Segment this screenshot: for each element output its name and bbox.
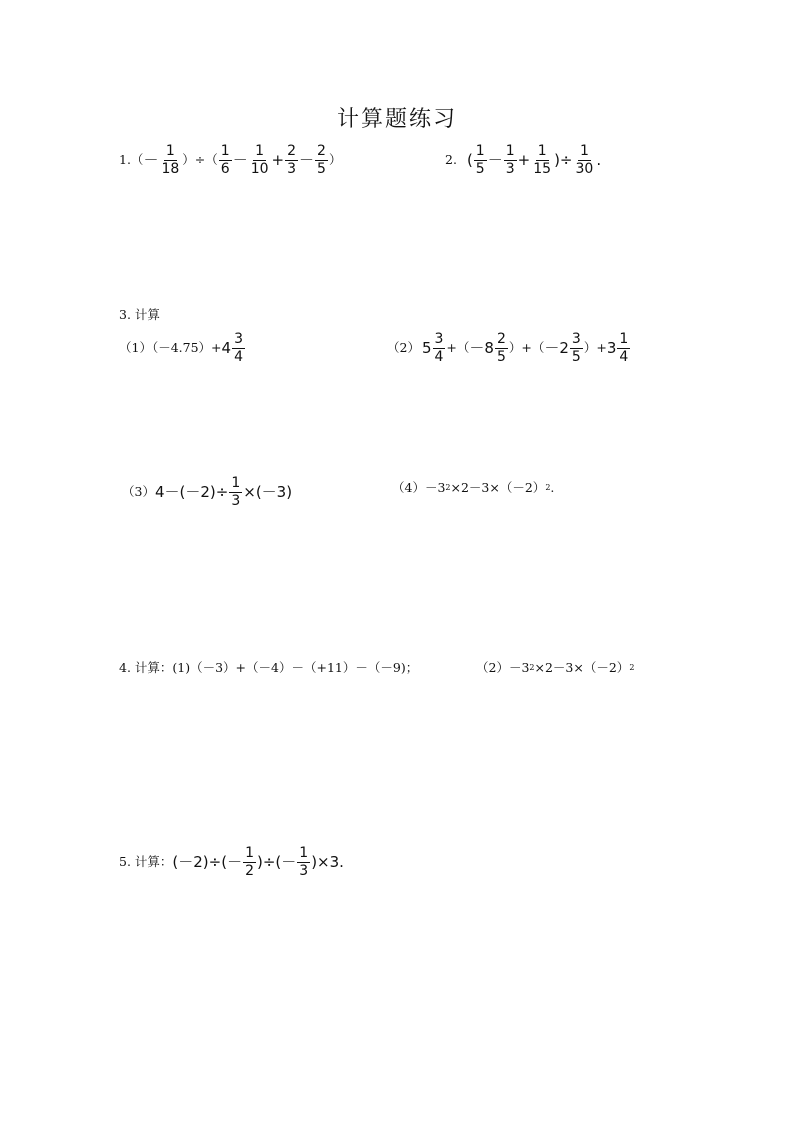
- q3-p2-fraction-4: $\frac{1}{4}$: [619, 331, 629, 365]
- question-3-part-3: [122, 476, 292, 508]
- q1-mid: ）÷（: [182, 151, 218, 167]
- q1-fraction-3: $\frac{1}{10}$: [250, 143, 269, 177]
- q3-p3-post: ×(－3): [243, 482, 293, 501]
- q5-fraction-1: $\frac{1}{2}$: [245, 845, 254, 879]
- q2-lead: 2.: [445, 151, 457, 167]
- q3-p4-mid: ×2－3×（－2）: [450, 480, 546, 495]
- question-4-part-2: [476, 662, 634, 675]
- question-2: [445, 144, 601, 176]
- q3-p2-label: （2）: [387, 339, 420, 355]
- q3-p2-fraction-2: $\frac{2}{5}$: [496, 331, 506, 365]
- q2-op-1: －: [487, 150, 503, 169]
- q1-fraction-4: $\frac{2}{3}$: [287, 143, 297, 177]
- q3-p4-exponent-1: 2: [445, 483, 451, 493]
- q4-part-1: 4. 计算：(1)（－3）+（－4）－（+11）－（－9)；: [119, 660, 419, 675]
- q1-op-3: +: [271, 150, 285, 169]
- q3-header-text: 3. 计算: [119, 307, 160, 322]
- page-title: 计算题练习: [336, 107, 457, 132]
- q4-p2-mid: ×2－3×（－2）: [534, 660, 630, 675]
- q5-post: )×3.: [311, 852, 344, 871]
- q3-p2-fraction-1: $\frac{3}{4}$: [434, 331, 444, 365]
- question-4: [119, 662, 418, 675]
- q3-p2-text-3: ）+: [583, 339, 607, 355]
- q4-p2-exponent-2: 2: [629, 663, 635, 673]
- q3-p3-fraction: $\frac{1}{3}$: [231, 475, 241, 509]
- q2-op-2: +: [517, 150, 531, 169]
- q3-p4-label: （4）－3: [392, 480, 446, 495]
- q2-end: .: [596, 150, 602, 169]
- question-3-part-4: [392, 482, 554, 495]
- q3-p2-whole-4: 3: [606, 338, 617, 357]
- q3-p1-whole: 4: [221, 338, 232, 357]
- q3-p2-fraction-3: $\frac{3}{5}$: [571, 331, 581, 365]
- q2-fraction-2: $\frac{1}{3}$: [505, 143, 515, 177]
- q5-fraction-2: $\frac{1}{3}$: [299, 845, 309, 879]
- q4-p2-text: （2）－3: [476, 660, 530, 675]
- q1-fraction-1: $\frac{1}{18}$: [161, 143, 180, 177]
- q1-end: ）: [328, 151, 342, 167]
- q2-open: (: [466, 150, 473, 169]
- q3-p4-end: .: [550, 480, 555, 495]
- q2-close: )÷: [554, 150, 573, 169]
- q3-p3-label: （3）: [122, 483, 155, 499]
- question-1: [119, 144, 341, 176]
- q2-fraction-1: $\frac{1}{5}$: [475, 143, 485, 177]
- q1-fraction-2: $\frac{1}{6}$: [220, 143, 230, 177]
- q1-op-2: －: [232, 150, 248, 169]
- question-3-header: [119, 309, 160, 322]
- q1-neg: －: [143, 150, 159, 169]
- q3-p1-text: （1）（－4.75）+: [119, 339, 222, 355]
- q5-label: 5. 计算：: [119, 853, 173, 869]
- q3-p2-text-2: ）+（: [508, 339, 545, 355]
- q3-p2-whole-1: 5: [421, 338, 432, 357]
- question-3-part-2: [387, 332, 631, 364]
- q4-p2-exponent-1: 2: [529, 663, 535, 673]
- q3-p2-whole-2: －8: [469, 338, 494, 357]
- question-3-part-1: [119, 332, 246, 364]
- q3-p2-text-1: +（: [446, 339, 470, 355]
- q1-op-4: －: [299, 150, 315, 169]
- q3-p2-whole-3: －2: [544, 338, 569, 357]
- q5-mid: )÷(－: [257, 852, 297, 871]
- q1-lead: 1.（: [119, 151, 144, 167]
- question-5: [119, 846, 344, 878]
- q5-pre: (－2)÷(－: [172, 852, 243, 871]
- q3-p1-fraction: $\frac{3}{4}$: [234, 331, 243, 365]
- q2-fraction-3: $\frac{1}{15}$: [533, 143, 552, 177]
- q3-p4-exponent-2: 2: [545, 483, 551, 493]
- q3-p3-pre: 4－(－2)÷: [154, 482, 229, 501]
- q1-fraction-5: $\frac{2}{5}$: [317, 143, 326, 177]
- q2-fraction-4: $\frac{1}{30}$: [575, 143, 594, 177]
